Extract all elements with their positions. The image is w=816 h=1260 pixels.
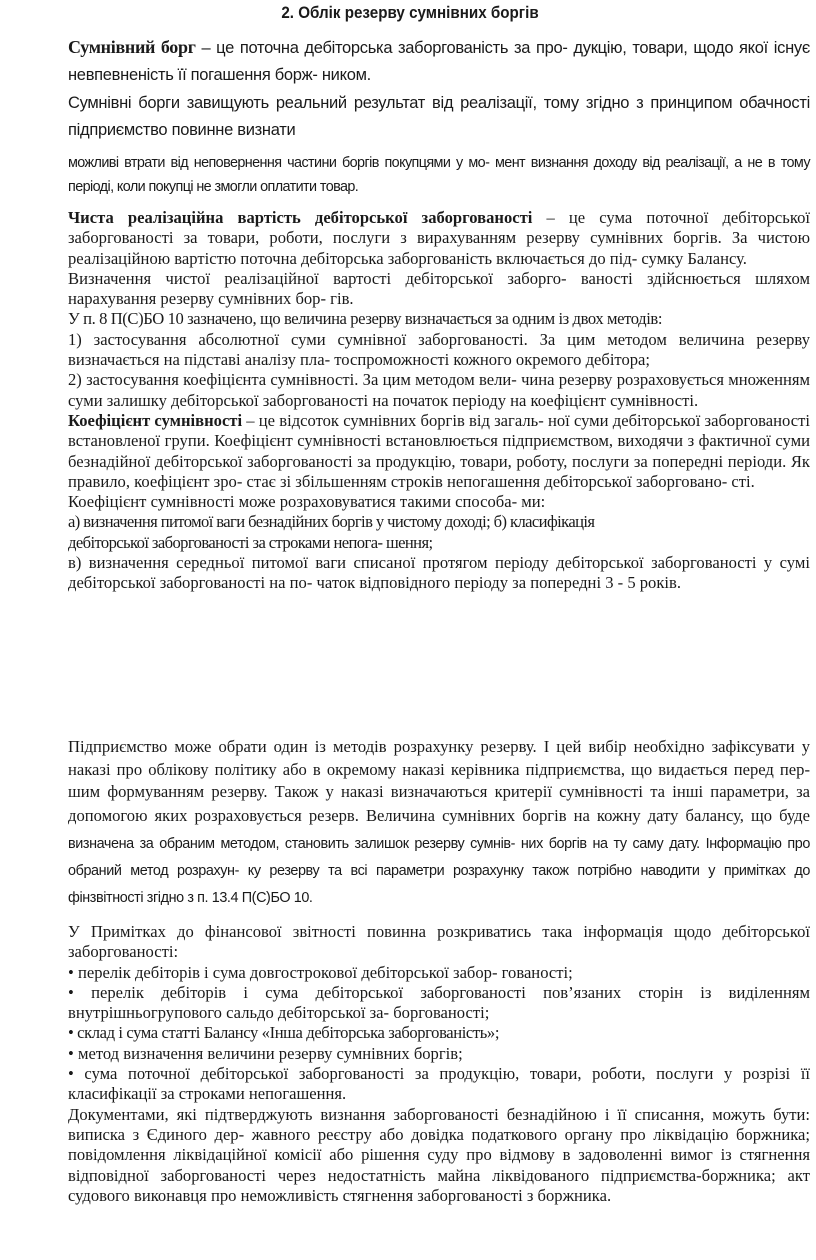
paragraph-losses xyxy=(68,151,810,199)
definition-text: – це поточна дебіторська заборгованість за про- дукцію, товари, щодо якої існує невпевненість її погашення борж- ником. xyxy=(68,39,810,84)
paragraph-overstate xyxy=(68,90,810,144)
term-doubtful-debt: Сумнівний борг xyxy=(68,37,196,57)
serif-section xyxy=(68,208,810,594)
paragraph-text-continued: визначена за обраним методом, становить залишок резерву сумнів- них боргів на ту саму дату. Інформацію про обраний метод розрахун- ку резерву та всі параметри розрахунку також потрібно наводити у примітках до фінзвітності згідно з п. 13.4 П(С)БО 10. xyxy=(68,835,810,906)
section-title: 2. Облік резерву сумнівних боргів xyxy=(281,4,539,22)
list-item: • перелік дебіторів і сума дебіторської заборгованості пов’язаних сторін із виділенням внутрішньогрупового сальдо дебіторської за- боргованості; xyxy=(68,982,810,1023)
paragraph-doubtful-debt xyxy=(68,34,810,89)
paragraph-documents: Документами, які підтверджують визнання заборгованості безнадійною і її списання, можуть бути: виписка з Єдиного дер- жавного реєстру або довідка податкового органу про ліквідацію боржника; повідомлення ліквідаційної комісії або рішення суду про відмову в задоволенні вимог із стягнення відповідної заборгованості через недостатність майна ліквідованого підприємства-боржника; акт судового виконавця про неможливість стягнення заборгованості з боржника. xyxy=(68,1104,810,1205)
paragraph-text: – це сума поточної дебіторської заборгованості за товари, роботи, послуги з вирахуванням резерву сумнівних боргів. За чистою реалізаційною вартістю поточна дебіторська заборгованість включається до під- сумку Балансу. xyxy=(68,208,810,268)
term-net-value: Чиста реалізаційна вартість дебіторської заборгованості xyxy=(68,208,533,227)
paragraph-methods: У п. 8 П(С)БО 10 зазначено, що величина резерву визначається за одним із двох методів: xyxy=(68,309,663,329)
ways-a-b: а) визначення питомої ваги безнадійних боргів у чистому доході; б) класифікація дебіторської заборгованості за строками непога- шення; xyxy=(68,512,595,552)
paragraph-text: можливі втрати від неповернення частини боргів покупцями у мо- мент визнання доходу від реалізації, а не в тому періоді, коли покупці не змогли оплатити товар. xyxy=(68,155,810,195)
way-c: в) визначення середньої питомої ваги списаної протягом періоду дебіторської заборгованості у сумі дебіторської заборгованості на по- чаток відповідного періоду за попередні 3 - 5 років. xyxy=(68,553,810,593)
paragraph-ways: Коефіцієнт сумнівності може розраховуватися такими способа- ми: xyxy=(68,492,546,512)
list-item: • перелік дебіторів і сума довгострокової дебіторської забор- гованості; xyxy=(68,962,573,982)
method-2: 2) застосування коефіцієнта сумнівності. За цим методом вели- чина резерву розраховується множенням суми залишку дебіторської заборгованості на початок періоду на коефіцієнт сумнівності. xyxy=(68,370,810,410)
paragraph-text: Підприємство може обрати один із методів розрахунку резерву. І цей вибір необхідно зафіксувати у наказі про облікову політику або в окремому наказі керівника підприємства, що видається перед пер- шим формуванням резерву. Також у наказі визначаються критерії сумнівності та інші параметри, за допомогою яких розраховується резерв. Величина сумнівних боргів на кожну дату балансу, що буде xyxy=(68,737,810,825)
notes-section xyxy=(68,922,810,1206)
term-coefficient: Коефіцієнт сумнівності xyxy=(68,410,243,430)
paragraph-text: – це відсоток сумнівних боргів від загаль- ної суми дебіторської заборгованості встановленої групи. Коефіцієнт сумнівності встановлюється підприємством, виходячи з фактичної суми безнадійної дебіторської заборгованості за продукцію, товари, роботу, послуги за попередні періоди. Як правило, коефіцієнт зро- стає зі збільшенням строків непогашення дебіторської заборговано- сті. xyxy=(68,410,810,491)
paragraph-definition: Визначення чистої реалізаційної вартості дебіторської заборго- ваності здійснюється шляхом нарахування резерву сумнівних бор- гів. xyxy=(68,268,810,309)
method-1: 1) застосування абсолютної суми сумнівної заборгованості. За цим методом величина резерву визначається на підставі аналізу пла- тоспроможності кожного окремого дебітора; xyxy=(68,329,810,370)
list-item: • склад і сума статті Балансу «Інша дебіторська заборгованість»; xyxy=(68,1023,500,1043)
list-item: • сума поточної дебіторської заборгованості за продукцію, товари, роботи, послуги у розрізі її класифікації за строками непогашення. xyxy=(68,1064,810,1104)
notes-intro: У Примітках до фінансової звітності повинна розкриватись така інформація щодо дебіторської заборгованості: xyxy=(68,922,810,962)
paragraph-text: Сумнівні борги завищують реальний результат від реалізації, тому згідно з принципом обачності підприємство повинне визнати xyxy=(68,94,810,139)
list-item: • метод визначення величини резерву сумнівних боргів; xyxy=(68,1043,463,1063)
paragraph-choice xyxy=(68,736,810,912)
